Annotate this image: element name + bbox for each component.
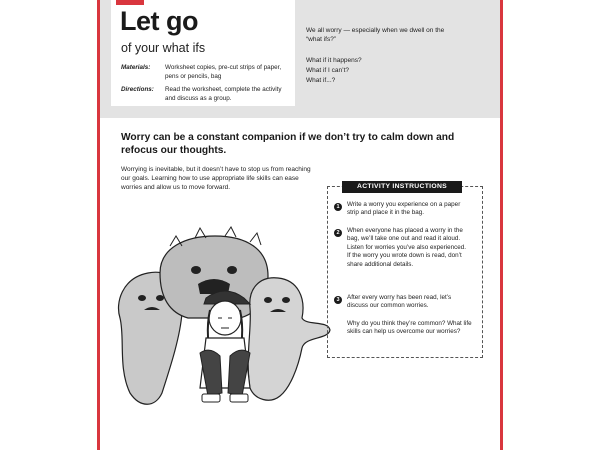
worry-monsters-illustration [100, 218, 340, 418]
step-text-3: After every worry has been read, let’s discuss our common worries. [347, 294, 452, 310]
person-shoe [202, 394, 220, 402]
directions-label: Directions: [121, 86, 154, 93]
worry-intro-text: We all worry — especially when we dwell on the “what ifs?” [306, 27, 445, 43]
activity-title: ACTIVITY INSTRUCTIONS [342, 181, 462, 193]
body-paragraph: Worrying is inevitable, but it doesn’t have to stop us from reaching our goals. Learning how to use appropriate life skills can ease worries and allow us to move forward. [121, 166, 311, 191]
whatif-item: What if it happens? [306, 57, 362, 64]
right-ghost-eye [282, 297, 290, 303]
person-head [209, 301, 241, 335]
center-monster-eye [227, 266, 237, 274]
page-title: Let go [120, 6, 198, 36]
step-text-2: When everyone has placed a worry in the bag, we’ll take one out and read it aloud. Listen for worries you’ve also experienced. If the worry you wrote down is read, don’t share additional details. [347, 227, 467, 268]
center-monster-eye [191, 266, 201, 274]
materials-label: Materials: [121, 64, 151, 71]
whatif-list [306, 56, 362, 86]
left-ghost-eye [138, 295, 146, 301]
right-ghost-eye [264, 297, 272, 303]
page-subtitle: of your what ifs [121, 41, 206, 55]
directions-text: Read the worksheet, complete the activity and discuss as a group. [165, 86, 282, 102]
discussion-question: Why do you think they’re common? What life skills can help us overcome our worries? [347, 320, 472, 336]
step-number-1: 1 [334, 203, 342, 211]
materials-text: Worksheet copies, pre-cut strips of paper, pens or pencils, bag [165, 64, 282, 80]
step-text-1: Write a worry you experience on a paper strip and place it in the bag. [347, 201, 461, 217]
whatif-item: What if...? [306, 77, 336, 84]
section-heading: Worry can be a constant companion if we don’t try to calm down and refocus our thoughts. [121, 132, 455, 156]
left-ghost-eye [156, 295, 164, 301]
right-accent-border [500, 0, 503, 450]
person-shoe [230, 394, 248, 402]
whatif-item: What if I can’t? [306, 67, 349, 74]
category-tag [116, 0, 144, 5]
step-number-3: 3 [334, 296, 342, 304]
right-ghost [248, 278, 330, 400]
step-number-2: 2 [334, 229, 342, 237]
